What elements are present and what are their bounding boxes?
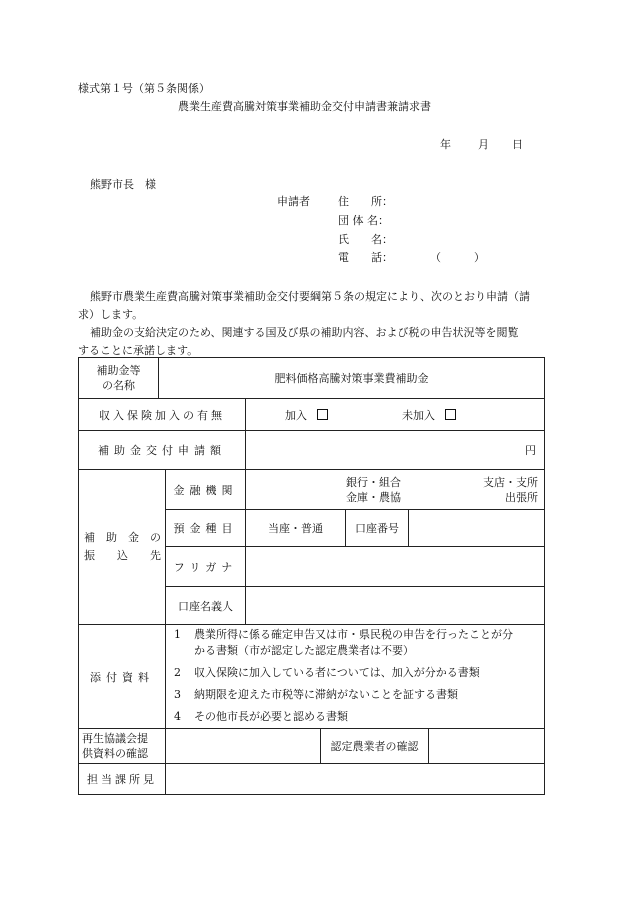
date-day: 日 bbox=[512, 138, 523, 151]
paragraph2-line1: 補助金の支給決定のため、関連する国及び県の補助内容、および税の申告状況等を閲覧 bbox=[90, 326, 519, 339]
council-data-label-line1: 再生協議会提 bbox=[82, 732, 148, 745]
attachments-list bbox=[174, 627, 513, 725]
account-number-field[interactable] bbox=[409, 510, 544, 546]
attachment-number: 3 bbox=[174, 688, 181, 701]
section-opinion-label: 担当課所見 bbox=[87, 773, 157, 786]
subsidy-name-label-line2: の名称 bbox=[102, 379, 135, 392]
transfer-label bbox=[84, 470, 164, 624]
insurance-label: 収入保険加入の有無 bbox=[99, 408, 225, 422]
transfer-label-line2: 振 込 先 bbox=[84, 549, 161, 562]
section-opinion-field[interactable] bbox=[166, 764, 544, 794]
attachment-number: 4 bbox=[174, 710, 181, 723]
phone-label: 電 話： bbox=[338, 251, 393, 264]
attachment-number: 2 bbox=[174, 666, 181, 679]
subsidy-name-value: 肥料価格高騰対策事業費補助金 bbox=[274, 372, 429, 385]
deposit-type-value: 当座・普通 bbox=[268, 522, 323, 535]
branch-type-line1: 支店・支所 bbox=[483, 476, 538, 489]
attachment-item-continuation: かる書類（市が認定した認定農業者は不要） bbox=[194, 644, 414, 657]
council-data-label-line2: 供資料の確認 bbox=[82, 747, 148, 760]
name-label: 氏 名： bbox=[338, 233, 393, 246]
attachment-item bbox=[174, 709, 513, 725]
bank-label: 金融機関 bbox=[173, 483, 238, 497]
attachment-text: その他市長が必要と認める書類 bbox=[194, 710, 348, 723]
attachment-item bbox=[174, 687, 513, 703]
deposit-type-label: 預金種目 bbox=[173, 522, 238, 535]
bank-type-line2: 金庫・農協 bbox=[346, 491, 401, 504]
certified-farmer-field[interactable] bbox=[429, 729, 544, 763]
attachment-text: 収入保険に加入している者については、加入が分かる書類 bbox=[194, 666, 480, 679]
insurance-joined-checkbox[interactable] bbox=[317, 409, 328, 420]
address-label: 住 所： bbox=[338, 195, 393, 208]
insurance-joined-option[interactable] bbox=[285, 399, 328, 430]
insurance-not-joined-label: 未加入 bbox=[402, 408, 435, 422]
document-title: 農業生産費高騰対策事業補助金交付申請書兼請求書 bbox=[178, 100, 431, 113]
account-holder-field[interactable] bbox=[246, 587, 544, 624]
paragraph1-line2: 求）します。 bbox=[78, 308, 144, 321]
attachments-label: 添付資料 bbox=[90, 670, 154, 684]
attachment-item bbox=[174, 627, 513, 643]
subsidy-name-label-line1: 補助金等 bbox=[96, 364, 141, 377]
council-data-field[interactable] bbox=[166, 729, 320, 763]
phone-parentheses: （ ） bbox=[430, 251, 485, 264]
certified-farmer-label: 認定農業者の確認 bbox=[330, 740, 419, 753]
branch-type-line2: 出張所 bbox=[505, 491, 538, 504]
transfer-label-line1: 補 助 金 の bbox=[84, 531, 161, 544]
insurance-not-joined-checkbox[interactable] bbox=[445, 409, 456, 420]
amount-unit: 円 bbox=[525, 444, 536, 457]
date-year: 年 bbox=[440, 138, 451, 151]
form-number: 様式第１号（第５条関係） bbox=[78, 82, 210, 95]
applicant-label: 申請者 bbox=[277, 195, 310, 208]
attachment-number: 1 bbox=[174, 628, 181, 641]
insurance-not-joined-option[interactable] bbox=[402, 399, 456, 430]
council-data-label bbox=[82, 729, 165, 763]
addressee: 熊野市長 様 bbox=[90, 178, 156, 191]
bank-type bbox=[346, 475, 401, 505]
attachment-text: 農業所得に係る確定申告又は市・県民税の申告を行ったことが分 bbox=[194, 628, 513, 641]
amount-label: 補助金交付申請額 bbox=[98, 444, 226, 457]
account-number-label: 口座番号 bbox=[355, 522, 399, 535]
furigana-label: フリガナ bbox=[173, 560, 238, 574]
furigana-field[interactable] bbox=[246, 547, 544, 586]
bank-type-line1: 銀行・組合 bbox=[346, 476, 401, 489]
account-holder-label: 口座名義人 bbox=[178, 599, 233, 613]
branch-type bbox=[476, 475, 538, 505]
attachment-text: 納期限を迎えた市税等に滞納がないことを証する書類 bbox=[194, 688, 458, 701]
date-month: 月 bbox=[478, 138, 489, 151]
amount-field[interactable] bbox=[246, 431, 536, 469]
insurance-joined-label: 加入 bbox=[285, 408, 307, 422]
paragraph1-line1: 熊野市農業生産費高騰対策事業補助金交付要綱第５条の規定により、次のとおり申請（請 bbox=[90, 290, 530, 303]
org-name-label: 団 体 名： bbox=[338, 214, 389, 227]
subsidy-name-label bbox=[79, 358, 158, 398]
attachment-item bbox=[174, 665, 513, 681]
paragraph2-line2: することに承諾します。 bbox=[78, 344, 199, 357]
